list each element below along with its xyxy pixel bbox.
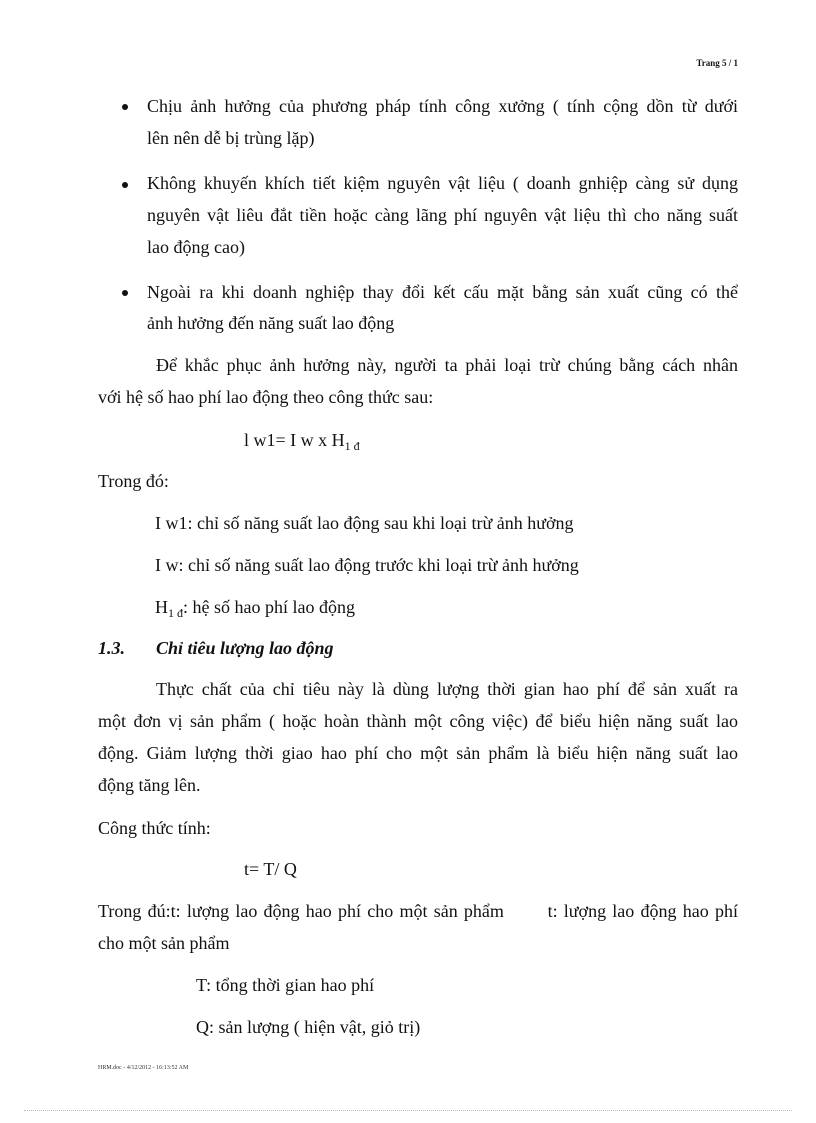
- section-title: Chỉ tiêu lượng lao động: [156, 638, 334, 658]
- para-2-line-4: động tăng lên.: [98, 775, 201, 795]
- bullet-1-line-2: lên nên dễ bị trùng lặp): [147, 128, 315, 148]
- para-1-line-2: với hệ số hao phí lao động theo công thức sau:: [98, 387, 434, 407]
- bullet-2-line-3: lao động cao): [147, 237, 245, 257]
- para-2-line-3: động. Giảm lượng thời giao hao phí cho một sản phẩm là biểu hiện năng suất lao: [98, 743, 738, 763]
- formula-1-subscript: 1 đ: [344, 439, 360, 453]
- para-2-line-2: một đơn vị sản phẩm ( hoặc hoàn thành một công việc) để biểu hiện năng suất lao: [98, 711, 738, 731]
- definition-Q: Q: sản lượng ( hiện vật, giỏ trị): [196, 1017, 421, 1037]
- bullet-marker: [122, 104, 128, 110]
- definition-h1d: [155, 597, 355, 621]
- h-symbol: H: [155, 597, 168, 617]
- definition-iw: I w: chỉ số năng suất lao động trước khi loại trừ ảnh hưởng: [155, 555, 579, 575]
- page-border: [24, 1110, 792, 1111]
- where-label: Trong đó:: [98, 471, 169, 491]
- bullet-1-line-1: Chịu ảnh hưởng của phương pháp tính công xưởng ( tính cộng dồn từ dưới: [147, 96, 738, 116]
- formula-2: t= T/ Q: [244, 859, 297, 879]
- bullet-3-line-1: Ngoài ra khi doanh nghiệp thay đổi kết cấu mặt bằng sản xuất cũng có thể: [147, 282, 738, 302]
- bullet-marker: [122, 182, 128, 188]
- para-1-line-1: Để khắc phục ảnh hưởng này, người ta phải loại trừ chúng bằng cách nhân: [156, 355, 738, 375]
- bullet-marker: [122, 290, 128, 296]
- bullet-2-line-2: nguyên vật liêu đắt tiền hoặc càng lãng phí nguyên vật liệu thì cho năng suất: [147, 205, 738, 225]
- formula-1-main: l w1= I w x H: [244, 430, 345, 450]
- where-2-line-2: cho một sản phẩm: [98, 933, 230, 953]
- section-number: 1.3.: [98, 638, 125, 658]
- definition-iw1: I w1: chỉ số năng suất lao động sau khi loại trừ ảnh hưởng: [155, 513, 574, 533]
- formula-1: [244, 430, 360, 454]
- document-footer: HRM.doc - 4/12/2012 - 16:13:52 AM: [98, 1065, 189, 1071]
- h-subscript: 1 đ: [168, 606, 183, 620]
- para-2-line-1: Thực chất của chỉ tiêu này là dùng lượng thời gian hao phí để sản xuất ra: [156, 679, 738, 699]
- h-description: : hệ số hao phí lao động: [183, 597, 355, 617]
- page-number: Trang 5 / 1: [696, 58, 738, 68]
- definition-T: T: tổng thời gian hao phí: [196, 975, 375, 995]
- where-2-line-1: Trong đú:t: lượng lao động hao phí cho một sản phẩm t: lượng lao động hao phí: [98, 901, 738, 921]
- formula-label: Công thức tính:: [98, 818, 211, 838]
- bullet-2-line-1: Không khuyến khích tiết kiệm nguyên vật liệu ( doanh gnhiệp càng sử dụng: [147, 173, 738, 193]
- bullet-3-line-2: ảnh hưởng đến năng suất lao động: [147, 313, 395, 333]
